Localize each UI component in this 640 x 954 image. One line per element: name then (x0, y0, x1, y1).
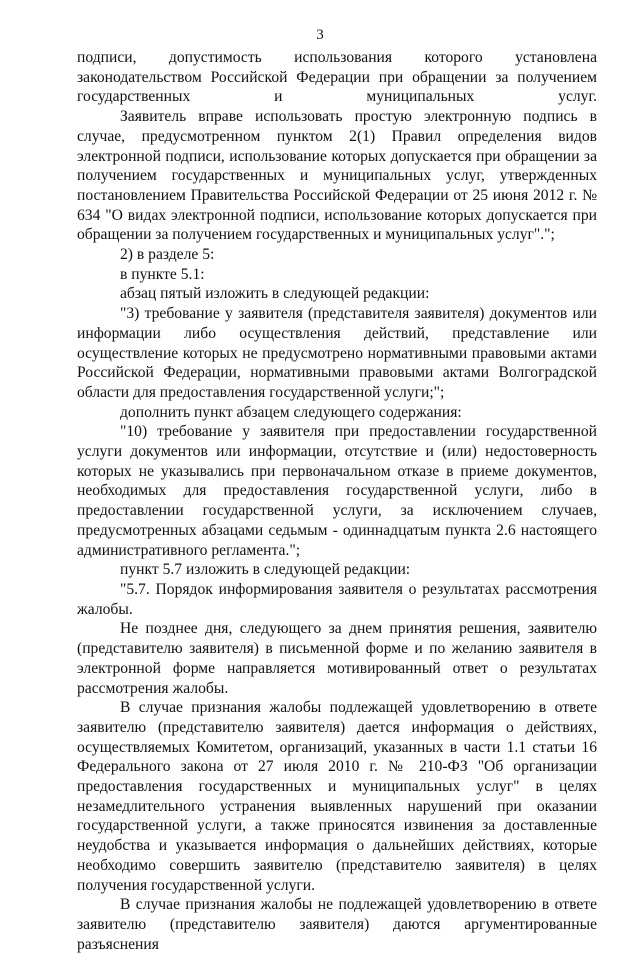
paragraph: 2) в разделе 5: (120, 246, 215, 264)
paragraph: "3) требование у заявителя (представителя заявителя) документов или информации либо осуществления действий, представление или осуществление которых не предусмотрено нормативными правовыми актами Российской Федерации, нормативными правовыми актами Волгоградской области для предоставления государственной услуги;"; (77, 305, 597, 401)
document-body (77, 48, 597, 954)
paragraph: "10) требование у заявителя при предоставлении государственной услуги документов или информации, отсутствие и (или) недостоверность которых не указывались при первоначальном отказе в приеме документов, необходимых для предоставления государственной услуги, либо в предоставлении государственной услуги, за исключением случаев, предусмотренных абзацами седьмым - одиннадцатым пункта 2.6 настоящего административного регламента."; (77, 423, 597, 559)
paragraph: Не позднее дня, следующего за днем принятия решения, заявителю (представителю заявителя) в письменной форме и по желанию заявителя в электронной форме направляется мотивированный ответ о результатах рассмотрения жалобы. (77, 620, 597, 697)
paragraph: пункт 5.7 изложить в следующей редакции: (120, 561, 411, 579)
paragraph: дополнить пункт абзацем следующего содержания: (120, 403, 462, 421)
paragraph: В случае признания жалобы не подлежащей удовлетворению в ответе заявителю (представителю заявителя) даются аргументированные разъяснения (77, 896, 597, 953)
paragraph: В случае признания жалобы подлежащей удовлетворению в ответе заявителю (представителю заявителя) дается информация о действиях, осуществляемых Комитетом, организаций, указанных в части 1.1 статьи 16 Федерального закона от 27 июля 2010 г. № 210-ФЗ "Об организации предоставления государственных и муниципальных услуг" в целях незамедлительного устранения выявленных нарушений при оказании государственной услуги, а также приносятся извинения за доставленные неудобства и указывается информация о дальнейших действиях, которые необходимо совершить заявителю (представителю заявителя) в целях получения государственной услуги. (77, 699, 597, 894)
paragraph: "5.7. Порядок информирования заявителя о результатах рассмотрения жалобы. (77, 580, 597, 618)
paragraph: абзац пятый изложить в следующей редакции: (120, 285, 430, 303)
paragraph: подписи, допустимость использования которого установлена законодательством Российской Федерации при обращении за получением государственных и муниципальных услуг. (77, 49, 597, 106)
paragraph: Заявитель вправе использовать простую электронную подпись в случае, предусмотренном пунктом 2(1) Правил определения видов электронной подписи, использование которых допускается при обращении за получением государственных и муниципальных услуг, утвержденных постановлением Правительства Российской Федерации от 25 июня 2012 г. № 634 "О видах электронной подписи, использование которых допускается при обращении за получением государственных и муниципальных услуг"."; (77, 108, 597, 244)
page-number: 3 (316, 27, 324, 43)
paragraph: в пункте 5.1: (120, 265, 205, 283)
